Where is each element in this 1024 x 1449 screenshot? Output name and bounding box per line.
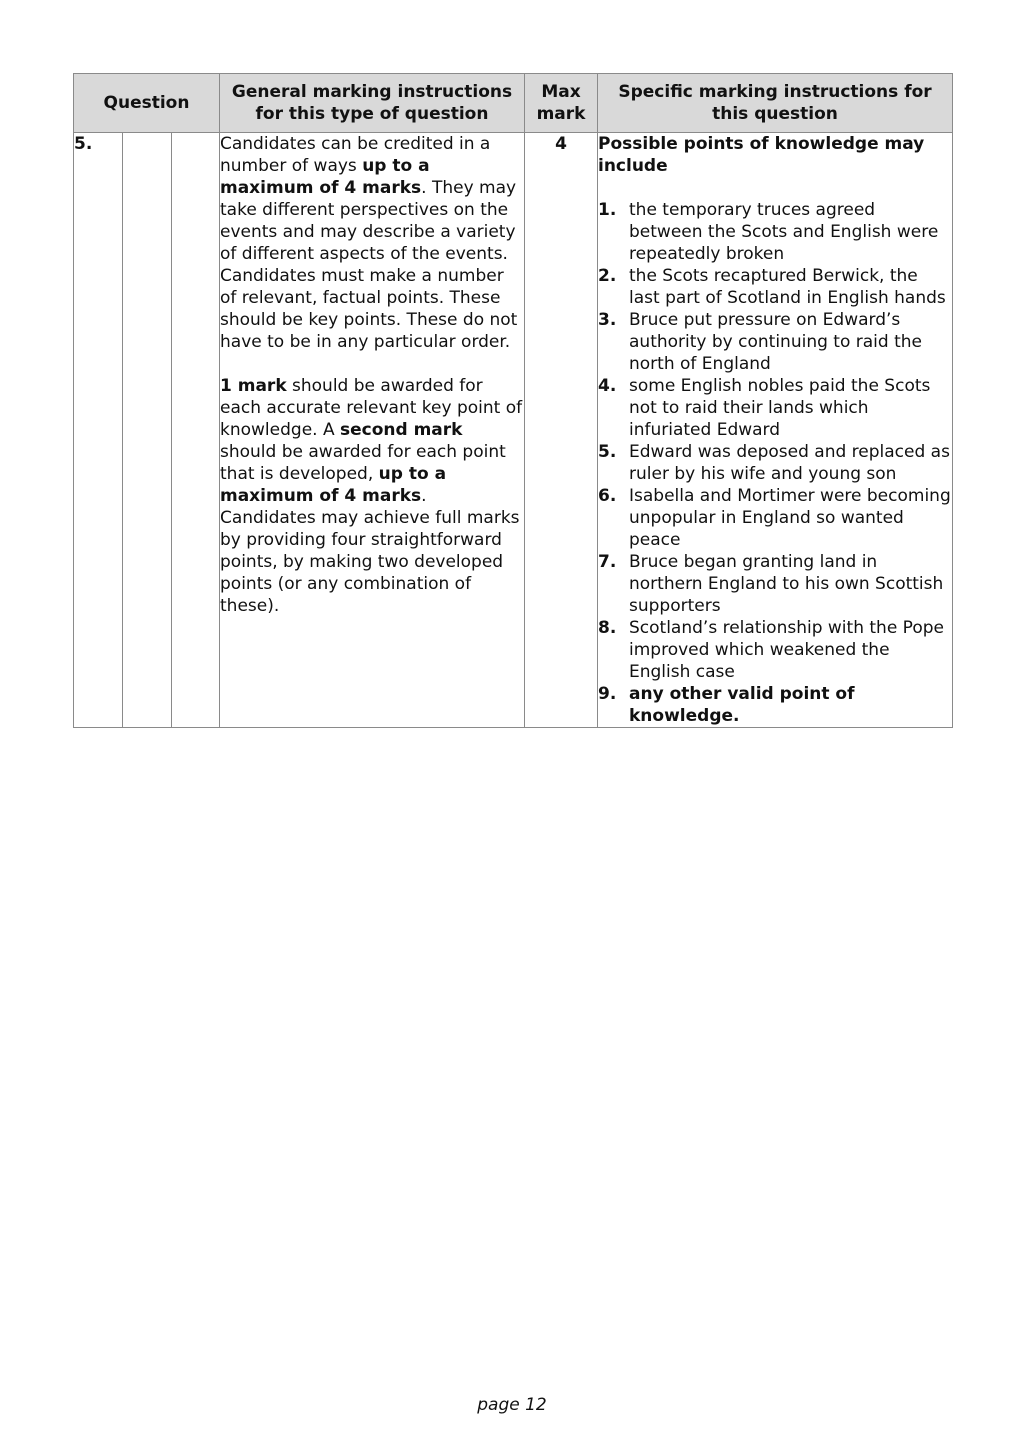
point-number: 5. [598, 442, 617, 462]
point-number: 8. [598, 618, 617, 638]
point-number: 2. [598, 266, 617, 286]
point-text: some English nobles paid the Scots not to raid their lands which infuriated Edward [629, 376, 931, 440]
list-item [598, 683, 952, 727]
header-max-mark: Max mark [525, 74, 598, 133]
point-text: Isabella and Mortimer were becoming unpopular in England so wanted peace [629, 486, 951, 550]
list-item [598, 551, 952, 617]
point-number: 7. [598, 552, 617, 572]
max-mark-value: 4 [525, 133, 598, 728]
header-specific-instructions: Specific marking instructions for this question [598, 74, 953, 133]
knowledge-points-list [598, 199, 952, 727]
point-text: any other valid point of knowledge. [629, 684, 855, 726]
point-number: 4. [598, 376, 617, 396]
point-text: the Scots recaptured Berwick, the last part of Scotland in English hands [629, 266, 946, 308]
bold-text-run: 1 mark [220, 376, 287, 396]
bold-text-run: second mark [340, 420, 463, 440]
point-text: Bruce began granting land in northern England to his own Scottish supporters [629, 552, 944, 616]
bold-text-run: up to a maximum of 4 marks [220, 464, 447, 506]
specific-instructions-cell [598, 133, 953, 728]
list-item [598, 441, 952, 485]
text-run: should be awarded for each point that is developed, [220, 442, 506, 484]
table-header-row [74, 74, 953, 133]
point-number: 6. [598, 486, 617, 506]
point-number: 9. [598, 684, 617, 704]
text-run: . Candidates may achieve full marks by providing four straightforward points, by making two developed points (or any combination of these). [220, 486, 520, 616]
list-item [598, 309, 952, 375]
list-item [598, 199, 952, 265]
list-item [598, 375, 952, 441]
general-paragraph [220, 375, 524, 617]
list-item [598, 265, 952, 309]
bold-text-run: up to a maximum of 4 marks [220, 156, 430, 198]
header-question: Question [74, 74, 220, 133]
point-text: Bruce put pressure on Edward’s authority by continuing to raid the north of England [629, 310, 922, 374]
marking-instructions-table [73, 73, 953, 728]
point-text: Edward was deposed and replaced as ruler by his wife and young son [629, 442, 950, 484]
table-row [74, 133, 953, 728]
list-item [598, 617, 952, 683]
list-item [598, 485, 952, 551]
specific-intro: Possible points of knowledge may include [598, 134, 925, 176]
point-text: the temporary truces agreed between the Scots and English were repeatedly broken [629, 200, 939, 264]
general-instructions-cell [220, 133, 525, 728]
text-run: should be awarded for each accurate relevant key point of knowledge. A [220, 376, 523, 440]
page-number: page 12 [477, 1395, 547, 1415]
header-general-instructions: General marking instructions for this type of question [220, 74, 525, 133]
general-paragraph [220, 133, 524, 353]
point-text: Scotland’s relationship with the Pope improved which weakened the English case [629, 618, 944, 682]
text-run: Candidates can be credited in a number of ways [220, 134, 491, 176]
text-run: . They may take different perspectives on the events and may describe a variety of different aspects of the events. Candidates must make a number of relevant, factual points. These should be key points. These do not have to be in any particular order. [220, 178, 518, 352]
point-number: 1. [598, 200, 617, 220]
point-number: 3. [598, 310, 617, 330]
question-subpart-cell [123, 133, 172, 728]
question-number: 5. [74, 133, 123, 728]
question-subsubpart-cell [172, 133, 220, 728]
